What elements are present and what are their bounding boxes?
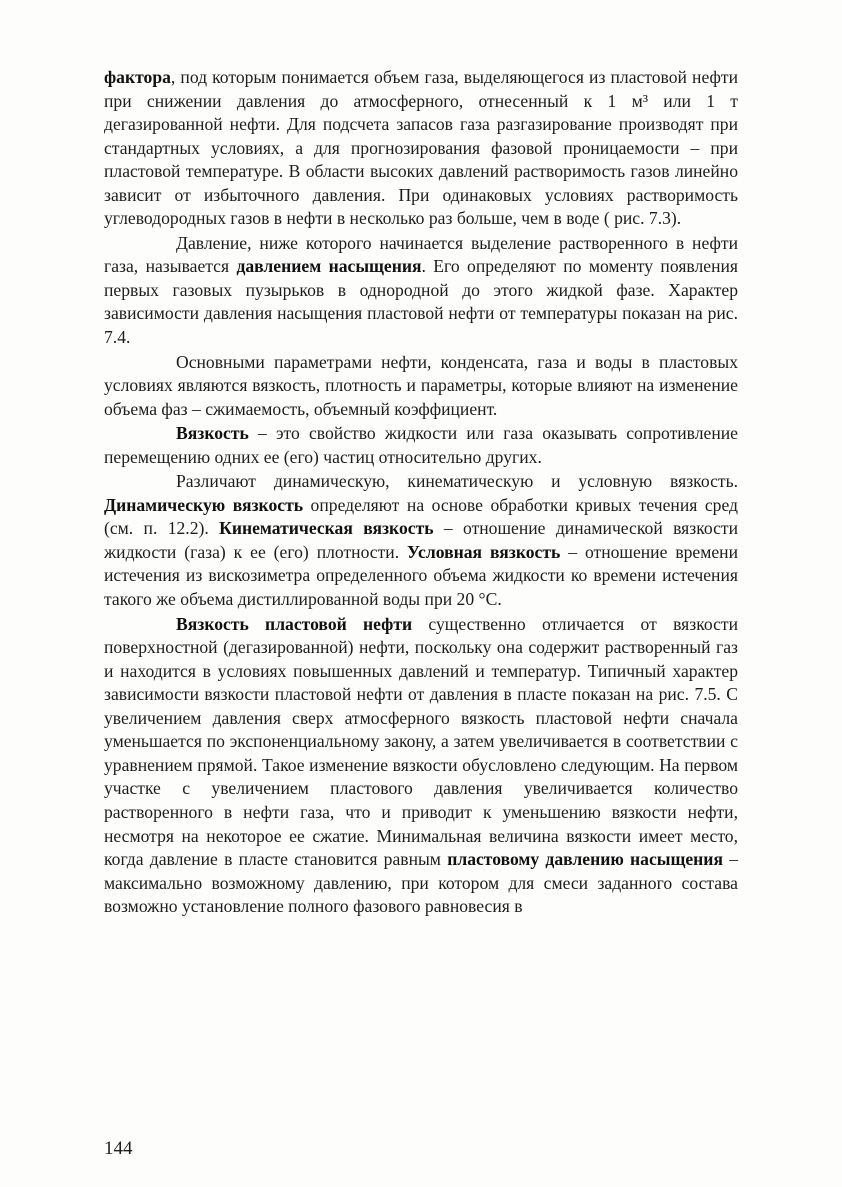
term-kinematic-viscosity: Кинематическая вязкость [219, 518, 434, 539]
text-segment: Различают динамическую, кинематическую и условную вязкость. [176, 471, 738, 492]
body-text [104, 66, 738, 919]
text-segment: . Его определяют по моменту появления первых газовых пузырьков в однородной до этого жидкой фазе. Характер зависимости давления насыщения пластовой нефти от температуры показан на рис. 7.4. [104, 256, 738, 348]
text-segment: Давление, ниже которого начинается выделение растворенного в нефти газа, называется [104, 232, 738, 277]
text-segment: существенно отличается от вязкости поверхностной (дегазированной) нефти, поскольку она содержит растворенный газ и находится в условиях повышенных давлений и температур. Типичный характер зависимости вязкости пластовой нефти от давления в пласте показан на рис. 7.5. С увеличением давления сверх атмосферного вязкость пластовой нефти сначала уменьшается по экспоненциальному закону, а затем увеличивается в соответствии с уравнением прямой. Такое изменение вязкости обусловлено следующим. На первом участке с увеличением пластового давления увеличивается количество растворенного в нефти газа, что и приводит к уменьшению вязкости нефти, несмотря на некоторое ее сжатие. Минимальная величина вязкости имеет место, когда давление в пласте становится равным [104, 613, 738, 870]
text-segment: – это свойство жидкости или газа оказывать сопротивление перемещению одних ее (его) частиц относительно других. [104, 423, 738, 467]
term-viscosity: Вязкость [176, 423, 249, 444]
page-number: 144 [104, 1138, 133, 1159]
paragraph-saturation-pressure [104, 232, 738, 350]
paragraph-main-parameters [104, 351, 738, 422]
text-segment: – максимально возможному давлению, при котором для смеси заданного состава возможно установление полного фазового равновесия в [104, 849, 738, 917]
paragraph-viscosity-definition [104, 422, 738, 469]
term-factor: фактора [104, 67, 171, 87]
paragraph-solubility [104, 66, 738, 231]
text-segment: определяют на основе обработки кривых течения сред (см. п. 12.2). [104, 494, 738, 539]
term-saturation-pressure: давлением насыщения [236, 256, 422, 277]
text-segment: Основными параметрами нефти, конденсата, газа и воды в пластовых условиях являются вязкость, плотность и параметры, которые влияют на изменение объема фаз – сжимаемость, объемный коэффициент. [104, 351, 738, 419]
paragraph-reservoir-oil-viscosity [104, 613, 738, 919]
text-segment: – отношение времени истечения из вискозиметра определенного объема жидкости ко времени истечения такого же объема дистиллированной воды при 20 °С. [104, 541, 739, 610]
term-dynamic-viscosity: Динамическую вязкость [104, 494, 304, 515]
term-conditional-viscosity: Условная вязкость [407, 541, 561, 562]
text-segment: – отношение динамической вязкости жидкости (газа) к ее (его) плотности. [104, 518, 738, 562]
paragraph-viscosity-types [104, 470, 738, 611]
term-reservoir-saturation-pressure: пластовому давлению насыщения [447, 849, 723, 870]
text-segment: , под которым понимается объем газа, выделяющегося из пластовой нефти при снижении давления до атмосферного, отнесенный к 1 м³ или 1 т дегазированной нефти. Для подсчета запасов газа разгазирование производят при стандартных условиях, а для прогнозирования фазовой проницаемости – при пластовой температуре. В области высоких давлений растворимость газов линейно зависит от избыточного давления. При одинаковых условиях растворимость углеводородных газов в нефти в несколько раз больше, чем в воде ( рис. 7.3). [104, 67, 738, 229]
term-reservoir-oil-viscosity: Вязкость пластовой нефти [176, 613, 413, 634]
